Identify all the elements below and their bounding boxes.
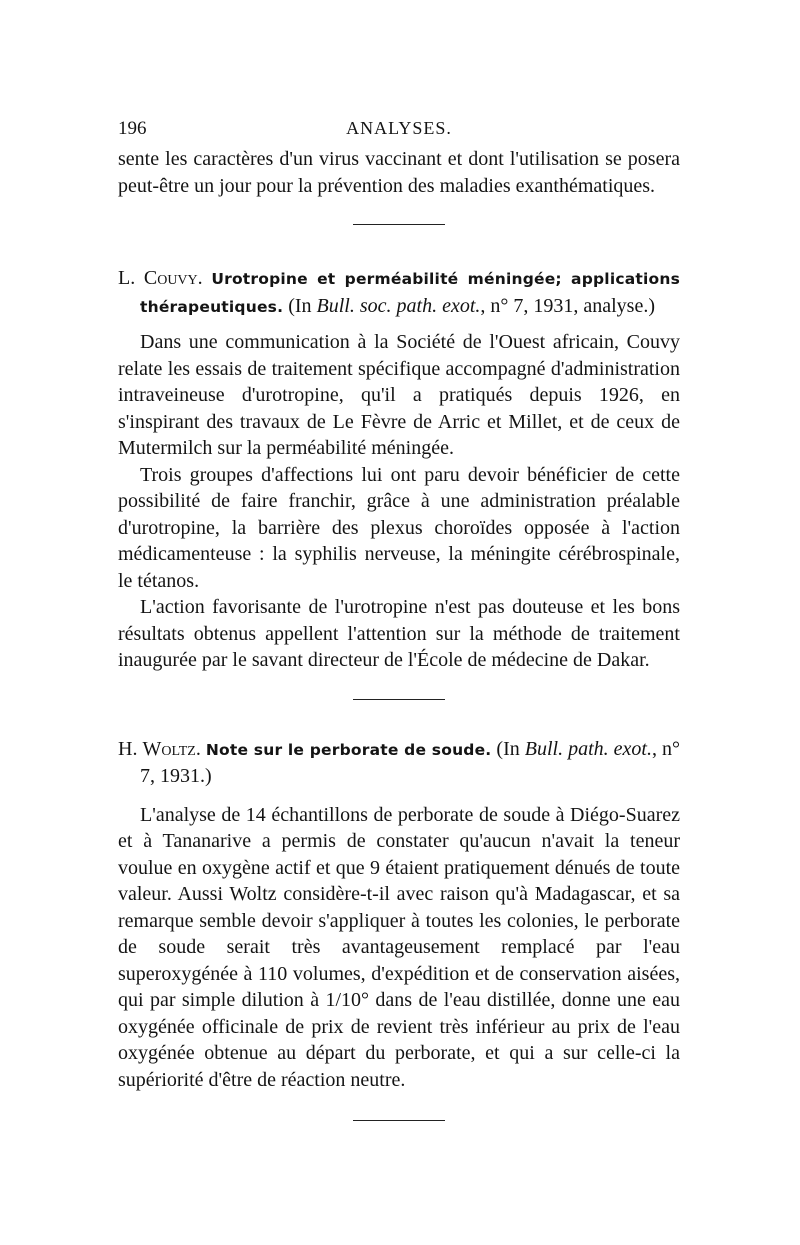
reference-journal: Bull. path. exot.: [524, 737, 652, 760]
reference-open: (In: [288, 294, 312, 317]
reference-details: , n° 7, 1931, analyse.): [480, 294, 656, 317]
body-paragraph: Dans une communication à la Société de l'Ouest africain, Couvy relate les essais de traitement spécifique accompagné d'administration intraveineuse d'urotropine, qu'il a pratiqués depuis 1926, en s'inspirant des travaux de Le Fèvre de Arric et Millet, et de ceux de Mutermilch sur la perméabilité méningée.: [118, 331, 680, 459]
running-header: [118, 118, 680, 146]
author-initial: H.: [118, 737, 138, 760]
author-period: .: [197, 267, 203, 289]
article-title: Note sur le perborate de soude.: [205, 740, 492, 759]
body-paragraph: Trois groupes d'affections lui ont paru devoir bénéficier de cette possibilité de faire franchir, grâce à une administration préalable d'urotropine, la barrière des plexus choroïdes opposée à l'action médicamenteuse : la syphilis nerveuse, la méningite cérébrospinale, le tétanos.: [118, 463, 680, 592]
author-period: .: [195, 737, 201, 760]
section-divider: [353, 224, 445, 225]
reference-journal: Bull. soc. path. exot.: [316, 294, 481, 317]
page-number: 196: [118, 118, 147, 139]
reference-open: (In: [496, 737, 520, 760]
review-heading-couvy: [118, 265, 680, 320]
page-content: [118, 118, 680, 1121]
article-title: Urotropine et perméabilité méningée; applications thérapeutiques.: [140, 270, 681, 316]
author-initial: L.: [118, 267, 136, 289]
review-heading-woltz: [118, 736, 680, 790]
body-paragraph: L'action favorisante de l'urotropine n'est pas douteuse et les bons résultats obtenus appellent l'attention sur la méthode de traitement inaugurée par le savant directeur de l'École de médecine de Dakar.: [118, 596, 680, 671]
reference-details: , n° 7, 1931.): [140, 737, 681, 787]
body-paragraph: L'analyse de 14 échantillons de perborate de soude à Diégo-Suarez et à Tananarive a permis de constater qu'aucun n'avait la teneur voulue en oxygène actif et que 9 étaient pratiquement dénués de toute valeur. Aussi Woltz considère-t-il avec raison qu'à Madagascar, et sa remarque semble devoir s'appliquer à toutes les colonies, le perborate de soude serait très avantageusement remplacé par l'eau superoxygénée à 110 volumes, d'expédition et de conservation aisées, qui par simple dilution à 1/10° dans de l'eau distillée, donne une eau oxygénée officinale de prix de revient très inférieur au prix de l'eau oxygénée obtenue au départ du perborate, et qui a sur celle-ci la supériorité d'être de réaction neutre.: [118, 803, 680, 1091]
author-name: Woltz: [142, 737, 196, 760]
running-title: ANALYSES.: [346, 118, 452, 138]
section-divider: [353, 1120, 445, 1121]
author-name: Couvy: [143, 267, 198, 289]
section-divider: [353, 699, 445, 700]
intro-paragraph: sente les caractères d'un virus vaccinant et dont l'utilisation se posera peut-être un jour pour la prévention des maladies exanthématiques.: [118, 148, 680, 197]
